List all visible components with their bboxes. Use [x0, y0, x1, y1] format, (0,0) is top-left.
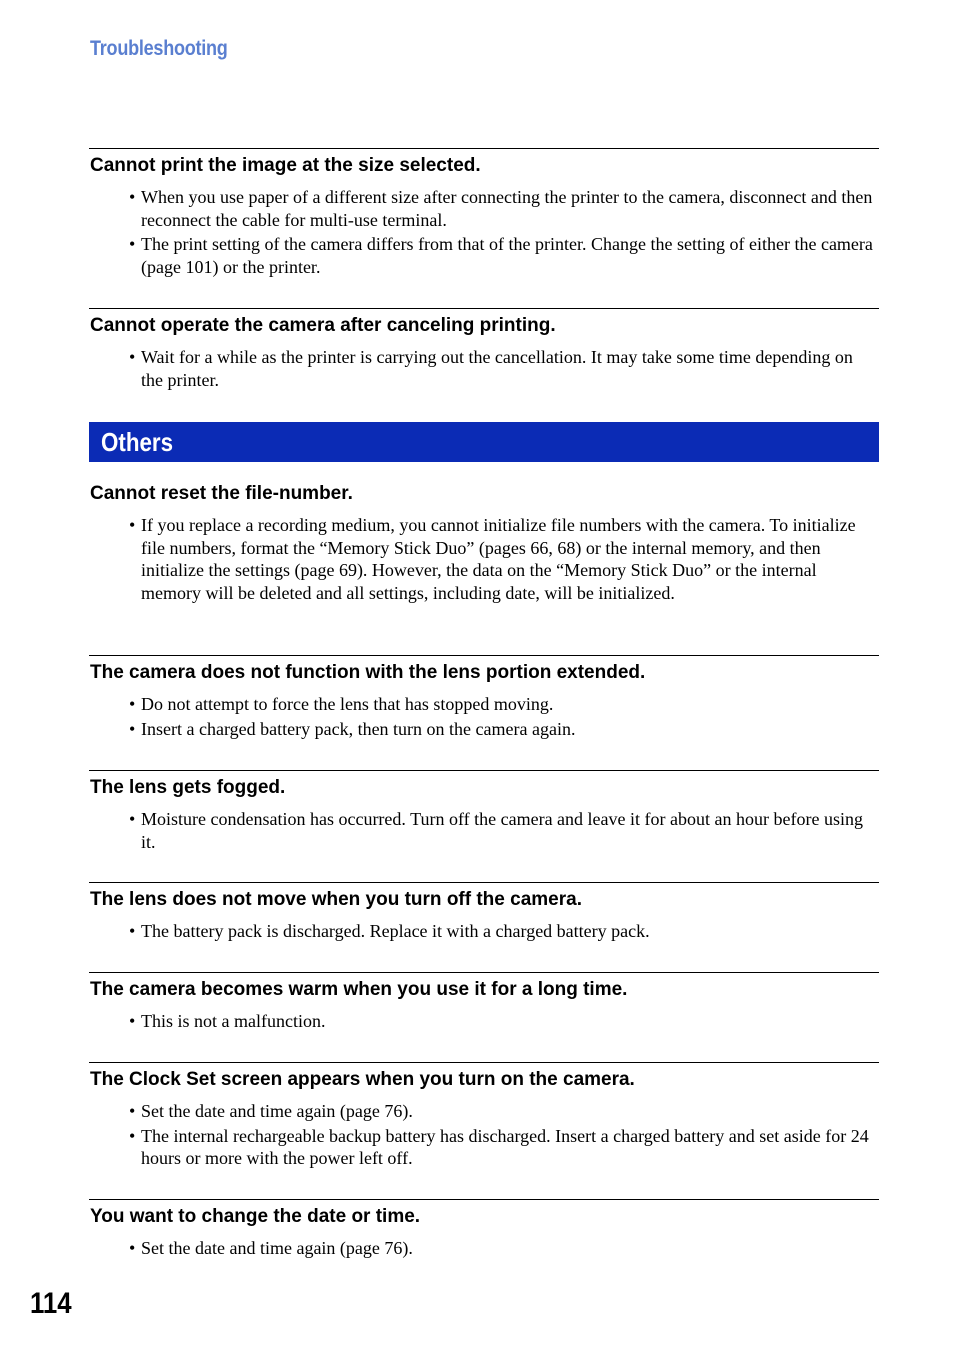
- bullet-text: Set the date and time again (page 76).: [141, 1238, 413, 1258]
- bullet-text: The print setting of the camera differs from that of the printer. Change the setting of either the camera (page 101) or the printer.: [141, 234, 873, 277]
- bullet-list: [129, 346, 879, 393]
- entry-title: You want to change the date or time.: [90, 1206, 421, 1227]
- entry-title: Cannot reset the file-number.: [90, 483, 353, 504]
- bullet-icon: •: [129, 809, 136, 829]
- bullet-list: [129, 808, 879, 855]
- faq-entry: [89, 972, 879, 1053]
- bullet-item: [129, 1100, 879, 1123]
- faq-entry: [89, 308, 879, 409]
- running-head: Troubleshooting: [90, 37, 228, 60]
- faq-entry: [89, 1062, 879, 1191]
- bullet-item: [129, 1237, 879, 1260]
- bullet-item: [129, 1125, 879, 1170]
- bullet-text: Moisture condensation has occurred. Turn off the camera and leave it for about an hour before using it.: [141, 809, 863, 852]
- bullet-text: Insert a charged battery pack, then turn on the camera again.: [141, 718, 576, 739]
- bullet-text: This is not a malfunction.: [141, 1011, 326, 1031]
- bullet-icon: •: [129, 234, 136, 255]
- bullet-text: If you replace a recording medium, you cannot initialize file numbers with the camera. To initialize file numbers, format the “Memory Stick Duo” (pages 66, 68) or the internal memory, and then initialize the settings (page 69). However, the data on the “Memory Stick Duo” or the internal memory will be deleted and all settings, including date, will be initialized.: [141, 515, 856, 603]
- bullet-text: The internal rechargeable backup battery has discharged. Insert a charged battery and set aside for 24 hours or more with the power left off.: [141, 1125, 869, 1169]
- bullet-list: [129, 186, 879, 280]
- entry-title: The Clock Set screen appears when you turn on the camera.: [90, 1069, 635, 1090]
- bullet-icon: •: [129, 187, 136, 207]
- bullet-icon: •: [129, 1125, 136, 1146]
- bullet-item: [129, 920, 879, 943]
- entry-title: The lens does not move when you turn off the camera.: [90, 889, 582, 910]
- bullet-item: [129, 718, 879, 741]
- section-heading-title: Others: [101, 427, 174, 457]
- bullet-list: [129, 514, 879, 606]
- faq-entry: [89, 1199, 879, 1275]
- section-heading-bar: [89, 422, 879, 462]
- entry-title: Cannot operate the camera after canceling printing.: [90, 315, 556, 336]
- bullet-item: [129, 346, 879, 391]
- faq-entry: [89, 655, 879, 761]
- bullet-item: [129, 808, 879, 853]
- bullet-text: Wait for a while as the printer is carrying out the cancellation. It may take some time depending on the printer.: [141, 347, 853, 390]
- bullet-text: The battery pack is discharged. Replace it with a charged battery pack.: [141, 921, 650, 941]
- bullet-list: [129, 693, 879, 742]
- bullet-item: [129, 233, 879, 278]
- bullet-list: [129, 1237, 879, 1262]
- faq-entry: [89, 477, 879, 647]
- bullet-list: [129, 1100, 879, 1172]
- bullet-text: Set the date and time again (page 76).: [141, 1101, 413, 1121]
- bullet-icon: •: [129, 921, 136, 941]
- faq-entry: [89, 770, 879, 876]
- bullet-text: Do not attempt to force the lens that has stopped moving.: [141, 694, 554, 714]
- bullet-list: [129, 920, 879, 945]
- bullet-icon: •: [129, 1011, 136, 1031]
- bullet-icon: •: [129, 718, 136, 739]
- bullet-icon: •: [129, 1101, 136, 1121]
- entry-title: The camera becomes warm when you use it for a long time.: [90, 979, 628, 1000]
- bullet-item: [129, 514, 879, 604]
- faq-entry: [89, 882, 879, 963]
- entry-title: Cannot print the image at the size selected.: [90, 155, 481, 176]
- bullet-icon: •: [129, 515, 136, 535]
- bullet-icon: •: [129, 1238, 136, 1258]
- bullet-icon: •: [129, 347, 136, 367]
- bullet-icon: •: [129, 694, 136, 714]
- bullet-item: [129, 186, 879, 231]
- entry-title: The lens gets fogged.: [90, 777, 286, 798]
- bullet-list: [129, 1010, 879, 1035]
- bullet-item: [129, 693, 879, 716]
- bullet-text: When you use paper of a different size after connecting the printer to the camera, disconnect and then reconnect the cable for multi-use terminal.: [141, 187, 873, 230]
- entry-title: The camera does not function with the lens portion extended.: [90, 662, 646, 683]
- page-number: 114: [30, 1287, 72, 1320]
- faq-entry: [89, 148, 879, 299]
- bullet-item: [129, 1010, 879, 1033]
